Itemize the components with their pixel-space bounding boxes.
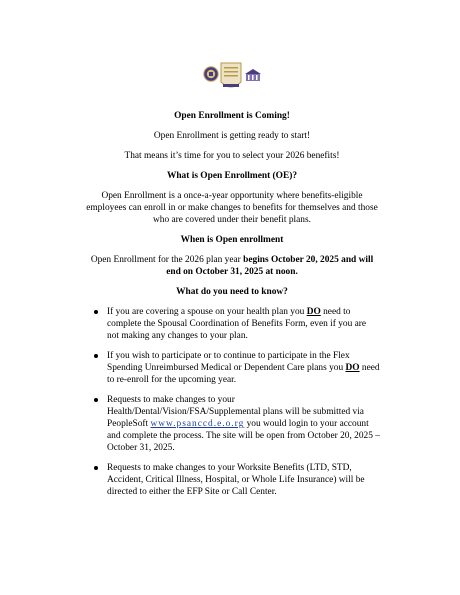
list-item-spouse (84, 306, 380, 342)
header-logos (0, 66, 460, 96)
list-item-text: If you are covering a spouse on your health plan you (107, 307, 307, 317)
building-logo-right (244, 68, 262, 82)
heading-need-to-know: What do you need to know? (176, 287, 288, 297)
intro-line-1: Open Enrollment is getting ready to start! (153, 131, 311, 141)
when-text-dates: begins October 20, 2025 and will end on October 31, 2025 at noon. (166, 255, 374, 277)
list-item-text: Requests to make changes to your Worksite Benefits (LTD, STD, Accident, Critical Illness, Hospital, or Whole Life Insurance) will be directed to either the EFP Site or Call Center. (107, 463, 365, 497)
list-item-peoplesoft (84, 394, 380, 454)
list-item-worksite-benefits (84, 462, 380, 498)
do-emphasis: DO (345, 363, 360, 373)
document-title: Open Enrollment is Coming! (174, 111, 290, 121)
list-item-text: Requests to make changes to your Health/Dental/Vision/FSA/Supplemental plans will be submitted via PeopleSoft (107, 395, 364, 429)
intro-line-2: That means it’s time for you to select your 2026 benefits! (124, 151, 340, 161)
list-item-flex-spending (84, 350, 380, 386)
bullet-icon (94, 354, 98, 358)
peoplesoft-link[interactable]: www.psanccd.e.o.rg (150, 419, 245, 429)
heading-when: When is Open enrollment (180, 235, 284, 245)
when-text (84, 254, 380, 278)
seal-logo-left (203, 66, 219, 82)
crest-logo-center (220, 62, 242, 92)
list-item-text: need to complete the Spousal Coordination of Benefits Form, even if you are not making any changes to your plan. (107, 307, 367, 341)
what-is-oe-text: Open Enrollment is a once-a-year opportunity where benefits-eligible employees can enroll in or make changes to benefits for themselves and those who are covered under their benefit plans. (86, 191, 378, 225)
list-item-text: you would login to your account and complete the process. The site will be open from October 20, 2025 – October 31, 2025. (107, 419, 380, 453)
list-item-text: need to re-enroll for the upcoming year. (107, 363, 380, 385)
bullet-icon (94, 466, 98, 470)
list-item-text: If you wish to participate or to continue to participate in the Flex Spending Unreimbursed Medical or Dependent Care plans you (107, 351, 350, 373)
heading-what-is-oe: What is Open Enrollment (OE)? (166, 171, 298, 181)
need-to-know-list (84, 306, 380, 498)
when-text-plain: Open Enrollment for the 2026 plan year (90, 255, 244, 265)
bullet-icon (94, 310, 98, 314)
bullet-icon (94, 398, 98, 402)
document-body (84, 110, 380, 506)
do-emphasis: DO (306, 307, 321, 317)
